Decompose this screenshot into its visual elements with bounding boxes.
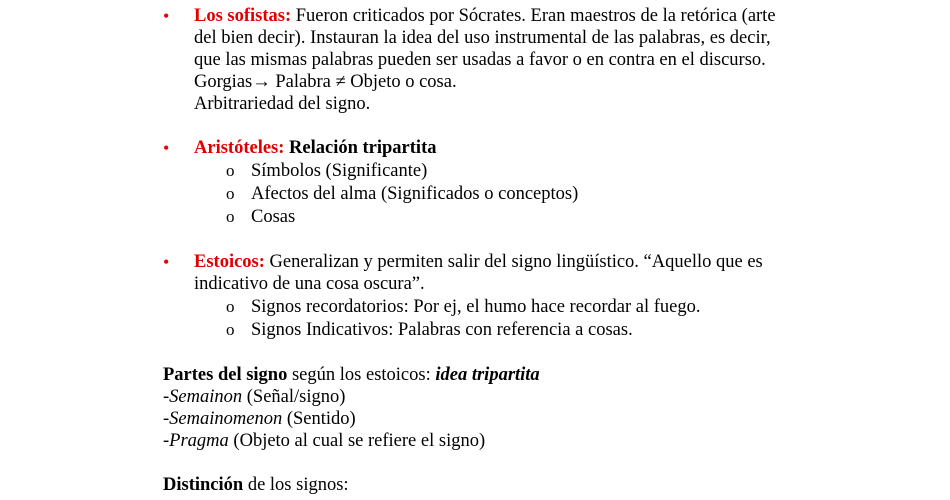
list-item: Cosas xyxy=(251,207,296,227)
estoicos-title: Estoicos: xyxy=(194,252,265,272)
estoicos-line-1: Estoicos: Generalizan y permiten salir del signo lingüístico. “Aquello que es xyxy=(194,252,763,272)
bullet-icon: • xyxy=(163,138,170,158)
partes-item: -Semainon (Señal/signo) xyxy=(163,387,346,407)
distincion-heading: Distinción de los signos: xyxy=(163,475,349,495)
sofistas-line-1: Los sofistas: Fueron criticados por Sócrates. Eran maestros de la retórica (arte xyxy=(194,6,776,26)
bullet-icon: • xyxy=(163,252,170,272)
sofistas-line-3: que las mismas palabras pueden ser usadas a favor o en contra en el discurso. xyxy=(194,50,766,70)
aristoteles-title: Aristóteles: xyxy=(194,138,285,158)
list-item: Afectos del alma (Significados o conceptos) xyxy=(251,184,579,204)
sofistas-line-5: Arbitrariedad del signo. xyxy=(194,94,371,114)
circle-bullet-icon: o xyxy=(226,297,235,316)
circle-bullet-icon: o xyxy=(226,320,235,339)
circle-bullet-icon: o xyxy=(226,161,235,180)
list-item: Símbolos (Significante) xyxy=(251,161,428,181)
sofistas-title: Los sofistas: xyxy=(194,6,292,26)
circle-bullet-icon: o xyxy=(226,207,235,226)
partes-item: -Semainomenon (Sentido) xyxy=(163,409,356,429)
estoicos-line-2: indicativo de una cosa oscura”. xyxy=(194,274,425,294)
circle-bullet-icon: o xyxy=(226,184,235,203)
aristoteles-subtitle: Relación tripartita xyxy=(284,138,437,158)
partes-heading: Partes del signo según los estoicos: idea tripartita xyxy=(163,365,540,385)
bullet-icon: • xyxy=(163,6,170,26)
sofistas-line-2: del bien decir). Instauran la idea del uso instrumental de las palabras, es decir, xyxy=(194,28,771,48)
partes-item: -Pragma (Objeto al cual se refiere el signo) xyxy=(163,431,486,451)
list-item: Signos Indicativos: Palabras con referencia a cosas. xyxy=(251,320,633,340)
sofistas-line-4: Gorgias→ Palabra ≠ Objeto o cosa. xyxy=(194,72,457,92)
list-item: Signos recordatorios: Por ej, el humo hace recordar al fuego. xyxy=(251,297,701,317)
aristoteles-heading xyxy=(194,137,436,159)
